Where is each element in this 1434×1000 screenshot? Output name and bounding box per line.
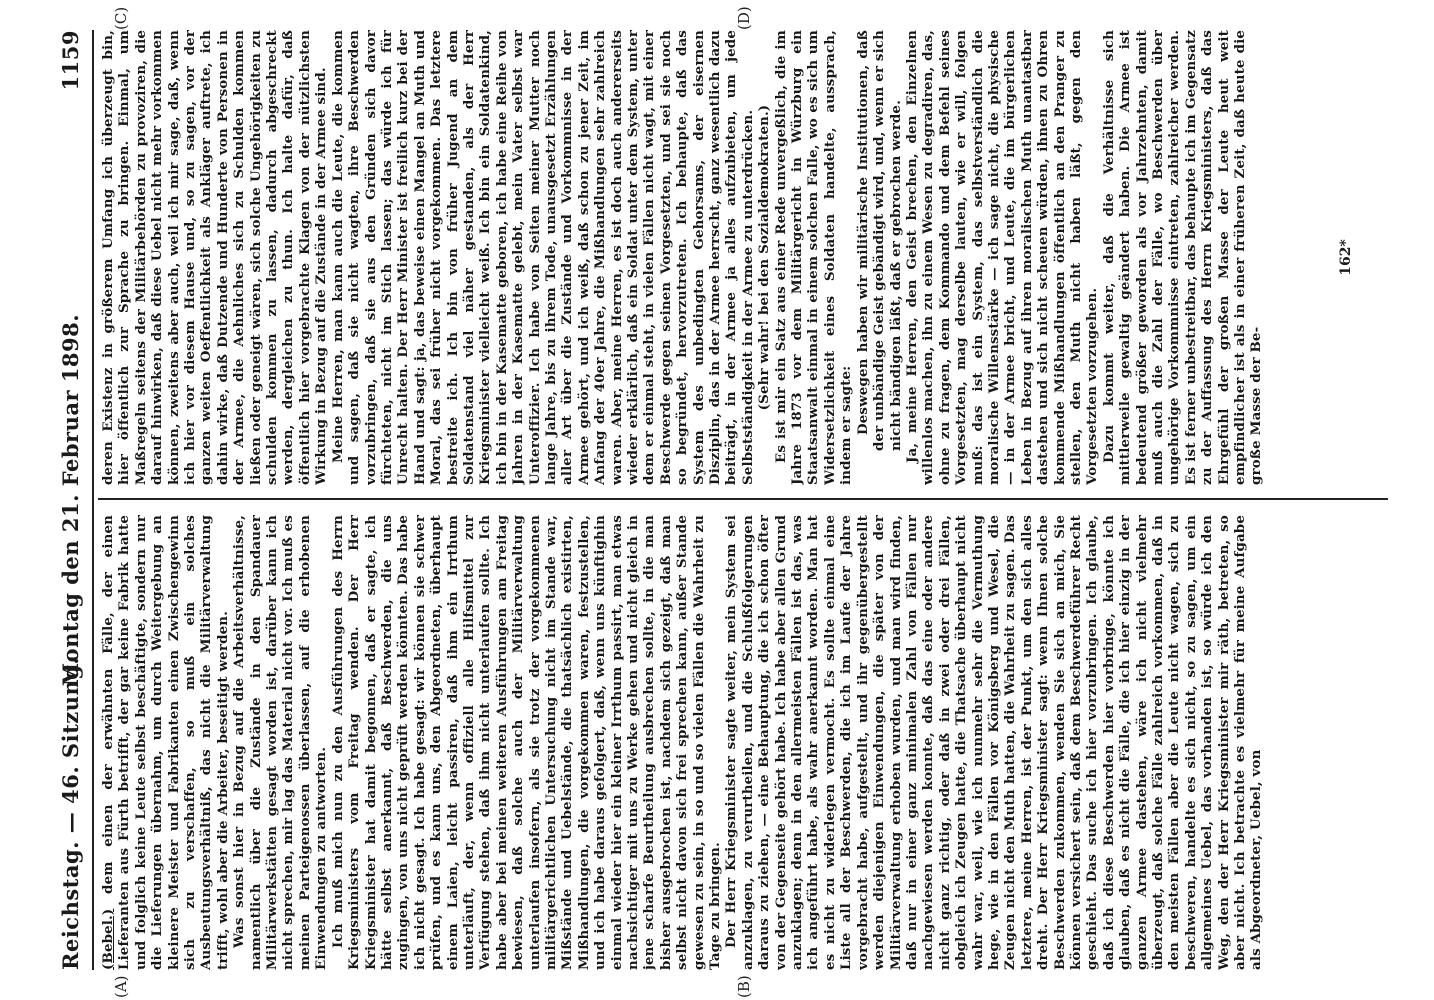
page-number: 1159 bbox=[58, 30, 83, 91]
speaker-name: (Bebel.) bbox=[100, 908, 116, 970]
paragraph: deren Existenz in größerem Umfang ich überzeugt bin, hier öffentlich zur Sprache zu bringen. Einmal, um Maßregeln seitens der Militärbehörden zu provoziren, die darauf hinwirken, daß diese Uebel nicht mehr vorkommen können, zweitens aber auch, weil ich mir sage, daß, wenn ich hier vor diesem Hause und, so zu sagen, vor der ganzen weiten Oeffentlichkeit als Ankläger auftrete, ich dahin wirke, daß Dutzende und Hunderte von Personen in der Armee, die Aehnliches sich zu Schulden kommen ließen oder geneigt wären, sich solche Ungehörigkeiten zu schulden kommen zu lassen, dadurch abgeschreckt werden, dergleichen zu thun. Ich halte dafür, daß öffentlich hier vorgebrachte Klagen von der nützlichsten Wirkung in Bezug auf die Zustände in der Armee sind. bbox=[100, 30, 330, 485]
paragraph: Ja, meine Herren, den Geist brechen, den Einzelnen willenlos machen, ihn zu einem Wesen zu degradiren, das, ohne zu fragen, dem Kommando und dem Befehl seines Vorgesetzten, mag derselbe lauten, wie er will, folgen muß: das ist ein System, das selbstverständlich die moralische Willensstärke — ich sage nicht, die physische — in der Armee bricht, und Leute, die im bürgerlichen Leben in Bezug auf ihren moralischen Muth unantastbar dastehen und sich nicht scheuen würden, ihnen zu Ohren kommende Mißhandlungen öffentlich an den Pranger zu stellen, den Muth nicht haben läßt, gegen den Vorgesetzten vorzugehen. bbox=[903, 30, 1101, 485]
margin-letter-d: (D) bbox=[735, 6, 753, 30]
paragraph: (Bebel.) dem einen der erwähnten Fälle, der einen Lieferanten aus Fürth betrifft, der gar keine Fabrik hatte und folglich keine Leute selbst beschäftigte, sondern nur die Lieferungen übernahm, um durch Weitergebung an kleinere Meister und Fabrikanten einen Zwischengewinn sich zu verschaffen, so muß ein solches Ausbeutungsverhältniß, das nicht die Militärverwaltung trifft, wohl aber die Arbeiter, beseitigt werden. bbox=[100, 515, 231, 970]
page-header bbox=[52, 30, 88, 970]
column-divider bbox=[98, 498, 1388, 500]
paragraph: Was sonst hier in Bezug auf die Arbeitsverhältnisse, namentlich über die Zustände in den Spandauer Militärwerkstätten gesagt worden ist, darüber kann ich nicht sprechen, mir lag das Material nicht vor. Ich muß es meinen Parteigenossen überlassen, auf die erhobenen Einwendungen zu antworten. bbox=[231, 515, 330, 970]
header-rule bbox=[92, 30, 94, 970]
paragraph: Ich muß mich nun zu den Ausführungen des Herrn Kriegsministers vom Freitag wenden. Der Herr Kriegsminister hat damit begonnen, daß er sagte, ich hätte selbst anerkannt, daß Beschwerden, die uns zugingen, von uns nicht geprüft werden könnten. Das habe ich nicht gesagt. Ich habe gesagt: wir können sie schwer prüfen, und es kann uns, den Abgeordneten, überhaupt einem Laien, leicht passiren, daß ihm ein Irrthum unterläuft, der, wenn offiziell alle Hilfsmittel zur Verfügung stehen, daß ihm nicht unterlaufen sollte. Ich habe aber bei meinen weiteren Ausführungen am Freitag bewiesen, daß solche auch der Militärverwaltung unterlaufen insofern, als sie trotz der vorgekommenen militärgerichtlichen Untersuchung nicht im Stande war, Mißstände und Uebelstände, die thatsächlich existirten, Mißhandlungen, die vorgekommen waren, festzustellen, und ich habe daraus gefolgert, daß, wenn uns künftighin einmal wieder hier ein kleiner Irrthum passirt, man etwas nachsichtiger mit uns zu Werke gehen und nicht gleich in jene scharfe Beurtheilung ausbrechen sollte, in die man bisher ausgebrochen ist, nachdem sich gezeigt, daß man selbst nicht davon sich frei sprechen kann, außer Stande gewesen zu sein, in so und so vielen Fällen die Wahrheit zu Tage zu bringen. bbox=[329, 515, 724, 970]
paragraph: Meine Herren, man kann auch die Leute, die kommen und sagen, daß sie nicht wagten, ihre Beschwerden vorzubringen, daß sie aus den Gründen sich davor fürchteten, nicht im Stich lassen; das würde ich für Unrecht halten. Der Herr Minister ist freilich kurz bei der Hand und sagt: ja, das beweise einen Mangel an Muth und Moral, das sei früher nicht vorgekommen. Das letztere bestreite ich. Ich bin von früher Jugend an dem Soldatenstand viel näher gestanden, als der Herr Kriegsminister vielleicht weiß. Ich bin ein Soldatenkind, ich bin in der Kasematte geboren, ich habe eine Reihe von Jahren in der Kasematte gelebt, mein Vater selbst war Unteroffizier. Ich habe von Seiten meiner Mutter noch lange Jahre, bis zu ihrem Tode, unausgesetzt Erzählungen aller Art über die Zustände und Vorkommnisse in der Armee gehört, und ich weiß, daß schon zu jener Zeit, im Anfang der 40er Jahre, die Mißhandlungen sehr zahlreich waren. Aber, meine Herren, es ist doch auch andererseits wieder erklärlich, daß ein Soldat unter dem System, unter dem er einmal steht, in vielen Fällen nicht wagt, mit einer Beschwerde gegen seinen Vorgesetzten, und sei sie noch so begründet, hervorzutreten. Ich behaupte, daß das System des unbedingten Gehorsams, der eisernen Disziplin, das in der Armee herrscht, ganz wesentlich dazu beiträgt, in der Armee ja alles aufzubieten, um jede Selbstständigkeit in der Armee zu unterdrücken. bbox=[329, 30, 756, 485]
text-column-right bbox=[100, 30, 1330, 485]
header-session: Reichstag. — 46. Sitzung. bbox=[58, 656, 83, 970]
margin-letter-c: (C) bbox=[112, 6, 130, 30]
paragraph: Dazu kommt weiter, daß die Verhältnisse sich mittlerweile gewaltig geändert haben. Die Armee ist bedeutend größer geworden als vor Jahrzehnten, damit muß auch die Zahl der Fälle, wo Beschwerden über ungehörige Vorkommnisse eintreten, zahlreicher werden. Es ist ferner unbestreitbar, das behaupte ich im Gegensatz zu der Auffassung des Herrn Kriegsministers, daß das Ehrgefühl der großen Masse der Leute heut weit empfindlicher ist als in einer früheren Zeit, daß heute die große Masse der Be- bbox=[1100, 30, 1265, 485]
interjection: (Sehr wahr! bei den Sozialdemokraten.) bbox=[756, 104, 773, 411]
signature-mark: 162* bbox=[1338, 239, 1354, 276]
paragraph: Der Herr Kriegsminister sagte weiter, mein System sei anzuklagen, zu verurtheilen, und die Schlußfolgerungen daraus zu ziehen, — eine Behauptung, die ich schon öfter von der Gegenseite gehört habe. Ich habe aber allen Grund anzuklagen; denn in den allermeisten Fällen ist das, was ich angeführt habe, als wahr anerkannt worden. Man hat es nicht zu widerlegen vermocht. Es sollte einmal eine Liste all der Beschwerden, die ich im Laufe der Jahre vorgebracht habe, aufgestellt, und ihr gegenübergestellt werden diejenigen Einwendungen, die später von der Militärverwaltung erhoben wurden, und man wird finden, daß nur in einer ganz minimalen Zahl von Fällen nur nachgewiesen werden konnte, daß das eine oder andere nicht ganz richtig, oder daß in zwei oder drei Fällen, obgleich ich Zeugen hatte, die Thatsache überhaupt nicht wahr war, weil, wie ich nunmehr sehr die Vermuthung hege, wie in den Fällen vor Königsberg und Wesel, die Zeugen nicht den Muth hatten, die Wahrheit zu sagen. Das letztere, meine Herren, ist der Punkt, um den sich alles dreht. Der Herr Kriegsminister sagt: wenn Ihnen solche Beschwerden zukommen, wenden Sie sich an mich, Sie können versichert sein, daß dem Beschwerdeführer Recht geschieht. Das suche ich hier vorzubringen. Ich glaube, daß ich diese Beschwerden hier vorbringe, könnte ich glauben, daß es nicht die Fälle, die ich hier einzig in der ganzen Armee dastehen, wäre ich nicht vielmehr überzeugt, daß solche Fälle zahlreich vorkommen, daß in den meisten Fällen aber die Leute nicht wagen, sich zu beschweren, handelte es sich nicht, so zu sagen, um ein allgemeines Uebel, das vorhanden ist, so würde ich den Weg, den der Herr Kriegsminister mir räth, betreten, so aber nicht. Ich betrachte es vielmehr für meine Aufgabe als Abgeordneter, Uebel, von bbox=[723, 515, 1265, 970]
margin-letter-a: (A) bbox=[112, 975, 130, 998]
header-date: Montag den 21. Februar 1898. bbox=[58, 313, 83, 687]
paragraph: Es ist mir ein Satz aus einer Rede unvergeßlich, die im Jahre 1873 vor dem Militärgericht in Würzburg ein Staatsanwalt einmal in einem solchen Falle, wo es sich um Widersetzlichkeit eines Soldaten handelte, aussprach, indem er sagte: bbox=[772, 30, 855, 485]
text-column-left bbox=[100, 515, 1375, 970]
quotation: Deswegen haben wir militärische Institutionen, daß der unbändige Geist gebändigt wird, und, wenn er sich nicht bändigen läßt, daß er gebrochen werde. bbox=[854, 30, 904, 451]
margin-letter-b: (B) bbox=[735, 975, 753, 998]
